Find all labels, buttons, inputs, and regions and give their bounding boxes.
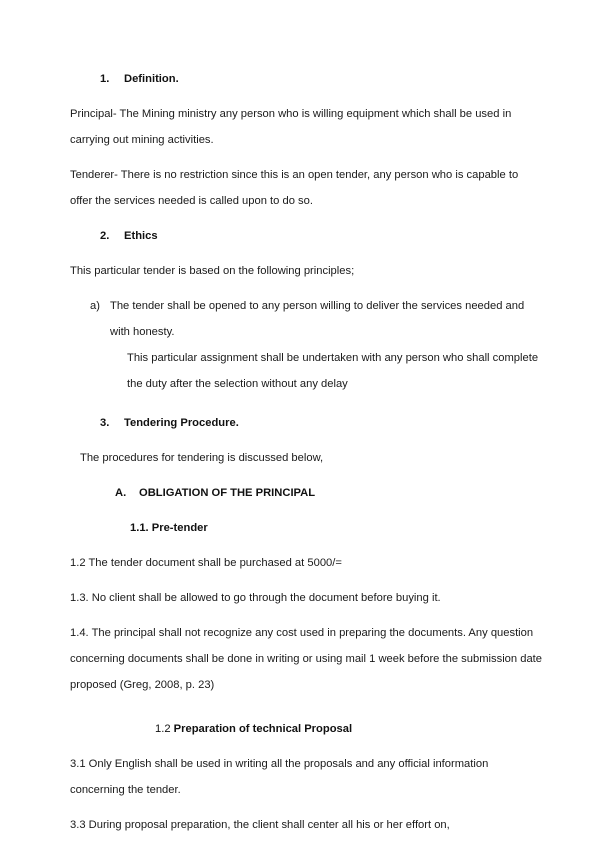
proposal-heading-number: 1.2 (155, 723, 174, 735)
heading-marker: A. (115, 487, 127, 499)
list-item (70, 293, 542, 345)
paragraph-tenderer: Tenderer- There is no restriction since this is an open tender, any person who is capable to offer the services needed is called upon to do so. (70, 169, 519, 207)
clause-1-2: 1.2 The tender document shall be purchased at 5000/= (70, 557, 342, 569)
list-item-text: The tender shall be opened to any person willing to deliver the services needed and with honesty. (110, 300, 525, 338)
heading-text: Ethics (124, 230, 158, 242)
heading-tendering-procedure (70, 410, 542, 436)
clause-3-1: 3.1 Only English shall be used in writing all the proposals and any official information concerning the tender. (70, 758, 489, 796)
heading-preparation-technical-proposal (70, 716, 542, 742)
paragraph-principal: Principal- The Mining ministry any person who is willing equipment which shall be used in carrying out mining activities. (70, 108, 512, 146)
heading-ethics (70, 223, 542, 249)
heading-marker: 1. (100, 73, 110, 85)
clause-1-4: 1.4. The principal shall not recognize any cost used in preparing the documents. Any question concerning documents shall be done in writing or using mail 1 week before the submission date proposed (Greg, 2008, p. 23) (70, 627, 543, 691)
clause-1-3: 1.3. No client shall be allowed to go through the document before buying it. (70, 592, 441, 604)
document-content (70, 66, 542, 847)
paragraph-ethics-intro: This particular tender is based on the following principles; (70, 265, 355, 277)
heading-pre-tender: 1.1. Pre-tender (130, 522, 208, 534)
heading-marker: 3. (100, 417, 110, 429)
list-marker: a) (90, 300, 100, 312)
paragraph-assignment: This particular assignment shall be undertaken with any person who shall complete the duty after the selection without any delay (127, 352, 539, 390)
heading-definition (70, 66, 542, 92)
heading-obligation-principal (70, 480, 542, 506)
proposal-heading-title: Preparation of technical Proposal (173, 723, 353, 735)
clause-3-3: 3.3 During proposal preparation, the client shall center all his or her effort on, (70, 819, 450, 831)
heading-text: OBLIGATION OF THE PRINCIPAL (139, 487, 316, 499)
heading-text: Tendering Procedure. (124, 417, 239, 429)
heading-text: Definition. (124, 73, 179, 85)
paragraph-procedures-intro: The procedures for tendering is discussed below, (80, 452, 324, 464)
heading-marker: 2. (100, 230, 110, 242)
